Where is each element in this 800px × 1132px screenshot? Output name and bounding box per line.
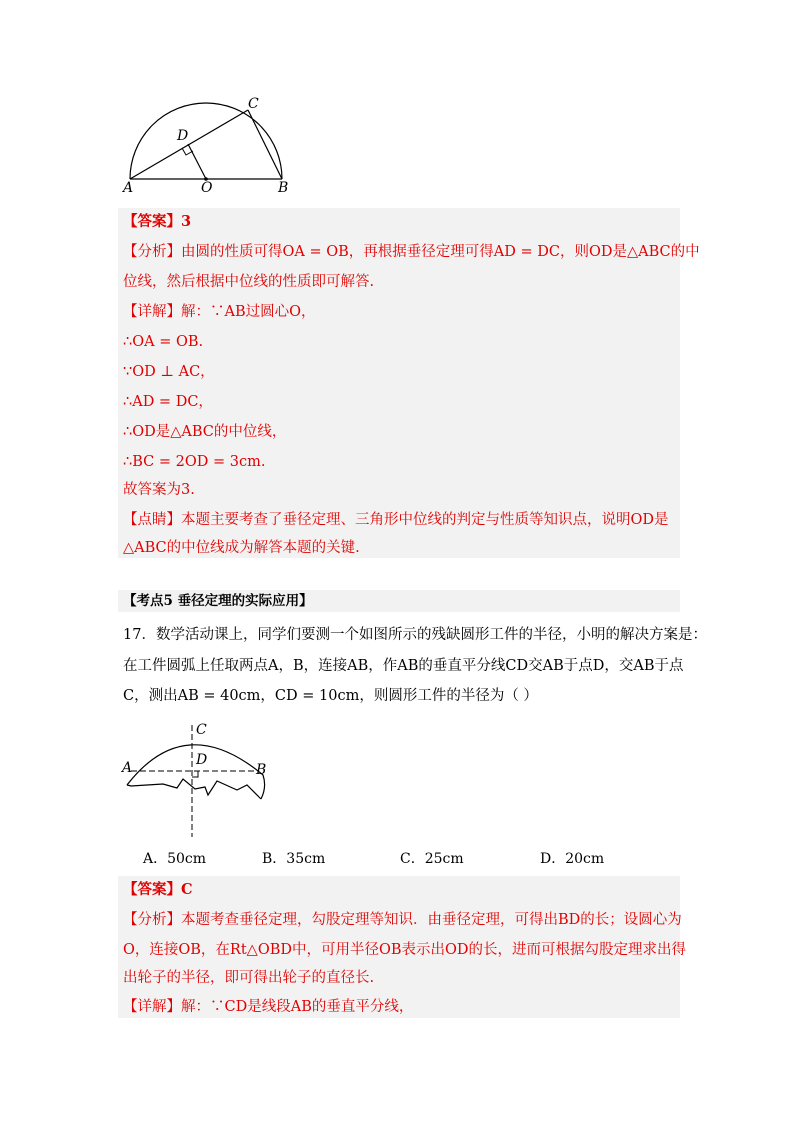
answer-line: 【答案】3 bbox=[123, 213, 192, 230]
question-line-2: 在工件圆弧上任取两点A，B，连接AB，作AB的垂直平分线CD交AB于点D，交AB于点 bbox=[123, 658, 684, 674]
broken-edge bbox=[127, 779, 261, 799]
detail-line-5: ∴OD是△ABC的中位线， bbox=[123, 424, 287, 440]
section-heading: 【考点5 垂径定理的实际应用】 bbox=[123, 593, 313, 609]
analysis-line-2: 位线，然后根据中位线的性质即可解答. bbox=[123, 274, 375, 290]
label-c: C bbox=[248, 96, 259, 112]
answer-line-2: 【答案】C bbox=[123, 881, 193, 898]
chord-ac bbox=[130, 110, 248, 179]
detail-line-3: ∵OD ⊥ AC， bbox=[123, 364, 215, 380]
question-line-3: C，测出AB = 40cm，CD = 10cm，则圆形工件的半径为（ ） bbox=[123, 688, 538, 704]
detail2-line-1: 【详解】解：∵CD是线段AB的垂直平分线， bbox=[123, 999, 414, 1015]
analysis2-line-3: 出轮子的半径，即可得出轮子的直径长. bbox=[123, 970, 375, 986]
option-d[interactable]: D．20cm bbox=[540, 851, 605, 867]
fig2-label-d: D bbox=[196, 752, 208, 768]
detail-line-6: ∴BC = 2OD = 3cm. bbox=[123, 454, 266, 470]
chord-bc bbox=[248, 110, 282, 179]
detail-line-7: 故答案为3. bbox=[123, 482, 195, 498]
fig2-label-c: C bbox=[196, 722, 207, 738]
option-c[interactable]: C．25cm bbox=[400, 851, 464, 867]
option-b[interactable]: B．35cm bbox=[262, 851, 326, 867]
analysis2-line-1: 【分析】本题考查垂径定理，勾股定理等知识．由垂径定理，可得出BD的长；设圆心为 bbox=[123, 912, 682, 928]
option-a[interactable]: A．50cm bbox=[143, 851, 207, 867]
label-a: A bbox=[123, 180, 134, 196]
semicircle-arc bbox=[130, 103, 282, 179]
figure-workpiece bbox=[115, 715, 275, 840]
detail-line-1: 【详解】解：∵AB过圆心O， bbox=[123, 304, 316, 320]
analysis2-line-2: O，连接OB，在Rt△OBD中，可用半径OB表示出OD的长，进而可根据勾股定理求出得 bbox=[123, 942, 687, 958]
question-line-1: 17．数学活动课上，同学们要测一个如图所示的残缺圆形工件的半径，小明的解决方案是： bbox=[123, 627, 707, 643]
comment-line-2: △ABC的中位线成为解答本题的关键. bbox=[123, 540, 360, 556]
comment-line-1: 【点睛】本题主要考查了垂径定理、三角形中位线的判定与性质等知识点，说明OD是 bbox=[123, 512, 669, 528]
detail-line-2: ∴OA = OB. bbox=[123, 334, 204, 350]
right-angle-mark bbox=[182, 148, 193, 155]
detail-line-4: ∴AD = DC， bbox=[123, 394, 213, 410]
right-angle-mark-2 bbox=[192, 771, 198, 777]
fig2-label-a: A bbox=[122, 760, 133, 776]
fig2-label-b: B bbox=[256, 762, 267, 778]
label-o: O bbox=[201, 180, 213, 196]
label-d: D bbox=[177, 128, 189, 144]
segment-od bbox=[188, 144, 206, 179]
analysis-line-1: 【分析】由圆的性质可得OA = OB，再根据垂径定理可得AD = DC，则OD是△ABC的中 bbox=[123, 244, 700, 260]
label-b: B bbox=[278, 180, 289, 196]
